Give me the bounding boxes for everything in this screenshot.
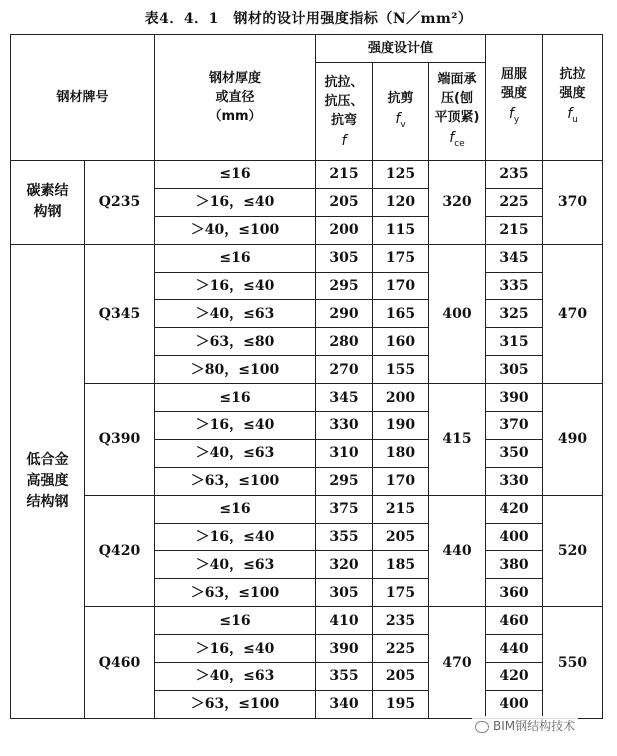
ultimate-cell: 520 [543,495,603,607]
yield-cell: 235 [486,161,543,189]
shear-cell: 115 [373,216,429,244]
tension-cell: 295 [316,272,373,300]
category-label-line: 低合金 [26,451,69,468]
header-shear [373,63,429,161]
tension-cell: 215 [316,161,373,189]
category-label-line: 碳素结 [26,183,69,200]
header-grade: 钢材牌号 [11,35,155,161]
shear-cell: 235 [373,607,429,635]
category-label-line: 构钢 [33,204,62,221]
category-label-line: 结构钢 [26,493,69,510]
tension-cell: 330 [316,412,373,440]
shear-cell: 190 [373,412,429,440]
ultimate-cell: 550 [543,607,603,719]
tension-cell: 390 [316,635,373,663]
header-tension-line1: 抗拉、 [324,74,364,90]
tension-cell: 290 [316,300,373,328]
yield-cell: 390 [486,384,543,412]
yield-cell: 420 [486,663,543,691]
ultimate-cell: 370 [543,161,603,245]
tension-cell: 205 [316,188,373,216]
yield-cell: 215 [486,216,543,244]
yield-cell: 420 [486,495,543,523]
shear-cell: 180 [373,439,429,467]
bearing-cell: 400 [429,244,486,383]
category-label-line: 高强度 [26,472,69,489]
table-row [11,495,603,523]
yield-cell: 345 [486,244,543,272]
thickness-cell: ＞16，≤40 [155,412,316,440]
category-low-alloy-steel [11,244,85,718]
thickness-cell: ≤16 [155,244,316,272]
watermark [472,716,578,735]
table-body [11,35,603,719]
shear-cell: 225 [373,635,429,663]
table-row [11,244,603,272]
shear-cell: 175 [373,579,429,607]
header-yield [486,35,543,161]
tension-cell: 410 [316,607,373,635]
shear-cell: 195 [373,690,429,718]
ultimate-cell: 470 [543,244,603,383]
shear-cell: 200 [373,384,429,412]
shear-cell: 215 [373,495,429,523]
table-row [11,161,603,189]
grade-cell: Q235 [85,161,155,245]
header-ultimate [543,35,603,161]
bearing-cell: 440 [429,495,486,607]
shear-cell: 175 [373,244,429,272]
category-carbon-steel [11,161,85,245]
thickness-cell: ＞16，≤40 [155,272,316,300]
table-caption: 表4．4．1 钢材的设计用强度指标（N／mm²） [144,11,473,27]
grade-cell: Q345 [85,244,155,383]
header-tension-line2: 抗压、 [324,93,364,109]
grade-cell: Q420 [85,495,155,607]
header-bearing-symbol: $f_{ce}$ [449,129,465,149]
header-ultimate-line1: 抗拉 [559,67,586,83]
thickness-cell: ≤16 [155,607,316,635]
yield-cell: 380 [486,551,543,579]
table-row [11,607,603,635]
grade-cell: Q460 [85,607,155,719]
thickness-cell: ＞40，≤63 [155,439,316,467]
thickness-cell: ＞40，≤63 [155,551,316,579]
thickness-cell: ＞16，≤40 [155,188,316,216]
header-thickness-line2: 或直径 [215,90,255,105]
header-bearing [429,63,486,161]
grade-cell: Q390 [85,384,155,496]
watermark-text: BIM钢结构技术 [493,719,576,733]
shear-cell: 160 [373,328,429,356]
header-shear-label: 抗剪 [387,90,414,106]
tension-cell: 200 [316,216,373,244]
thickness-cell: ＞80，≤100 [155,356,316,384]
yield-cell: 325 [486,300,543,328]
tension-cell: 345 [316,384,373,412]
tension-cell: 305 [316,579,373,607]
header-yield-line1: 屈服 [501,67,528,83]
shear-cell: 120 [373,188,429,216]
header-tension-line3: 抗弯 [331,112,358,128]
thickness-cell: ＞16，≤40 [155,635,316,663]
yield-cell: 330 [486,467,543,495]
tension-cell: 270 [316,356,373,384]
header-thickness-unit: （mm） [208,109,262,124]
yield-cell: 370 [486,412,543,440]
tension-cell: 355 [316,663,373,691]
thickness-cell: ≤16 [155,384,316,412]
thickness-cell: ＞40，≤100 [155,216,316,244]
yield-cell: 315 [486,328,543,356]
ultimate-cell: 490 [543,384,603,496]
header-ultimate-line2: 强度 [559,86,586,102]
header-thickness-line1: 钢材厚度 [209,71,262,86]
shear-cell: 155 [373,356,429,384]
yield-cell: 460 [486,607,543,635]
header-tension [316,63,373,161]
tension-cell: 340 [316,690,373,718]
bearing-cell: 320 [429,161,486,245]
tension-cell: 375 [316,495,373,523]
header-thickness [155,35,316,161]
thickness-cell: ＞63，≤100 [155,579,316,607]
header-shear-symbol: $f_v$ [395,110,406,130]
thickness-cell: ≤16 [155,161,316,189]
shear-cell: 205 [373,523,429,551]
thickness-cell: ＞63，≤100 [155,690,316,718]
thickness-cell: ≤16 [155,495,316,523]
header-bearing-line1: 端面承 [437,71,477,87]
tension-cell: 295 [316,467,373,495]
shear-cell: 165 [373,300,429,328]
header-design-strength: 强度设计值 [316,35,486,63]
yield-cell: 350 [486,439,543,467]
thickness-cell: ＞63，≤100 [155,467,316,495]
shear-cell: 170 [373,467,429,495]
shear-cell: 125 [373,161,429,189]
table-row [11,384,603,412]
thickness-cell: ＞63，≤80 [155,328,316,356]
tension-cell: 310 [316,439,373,467]
wechat-icon [475,721,489,733]
steel-strength-table [10,34,603,719]
shear-cell: 170 [373,272,429,300]
tension-cell: 280 [316,328,373,356]
yield-cell: 360 [486,579,543,607]
header-bearing-line3: 平顶紧) [434,109,480,125]
thickness-cell: ＞40，≤63 [155,663,316,691]
header-yield-symbol: $f_y$ [508,106,520,125]
tension-cell: 305 [316,244,373,272]
bearing-cell: 415 [429,384,486,496]
yield-cell: 335 [486,272,543,300]
yield-cell: 400 [486,690,543,718]
shear-cell: 205 [373,663,429,691]
yield-cell: 400 [486,523,543,551]
yield-cell: 440 [486,635,543,663]
yield-cell: 305 [486,356,543,384]
shear-cell: 185 [373,551,429,579]
header-ultimate-symbol: $f_u$ [567,106,578,125]
header-yield-line2: 强度 [501,86,528,102]
tension-cell: 320 [316,551,373,579]
thickness-cell: ＞16，≤40 [155,523,316,551]
tension-cell: 355 [316,523,373,551]
yield-cell: 225 [486,188,543,216]
thickness-cell: ＞40，≤63 [155,300,316,328]
header-bearing-line2: 压(刨 [441,90,473,106]
header-tension-symbol: f [341,132,347,149]
bearing-cell: 470 [429,607,486,719]
